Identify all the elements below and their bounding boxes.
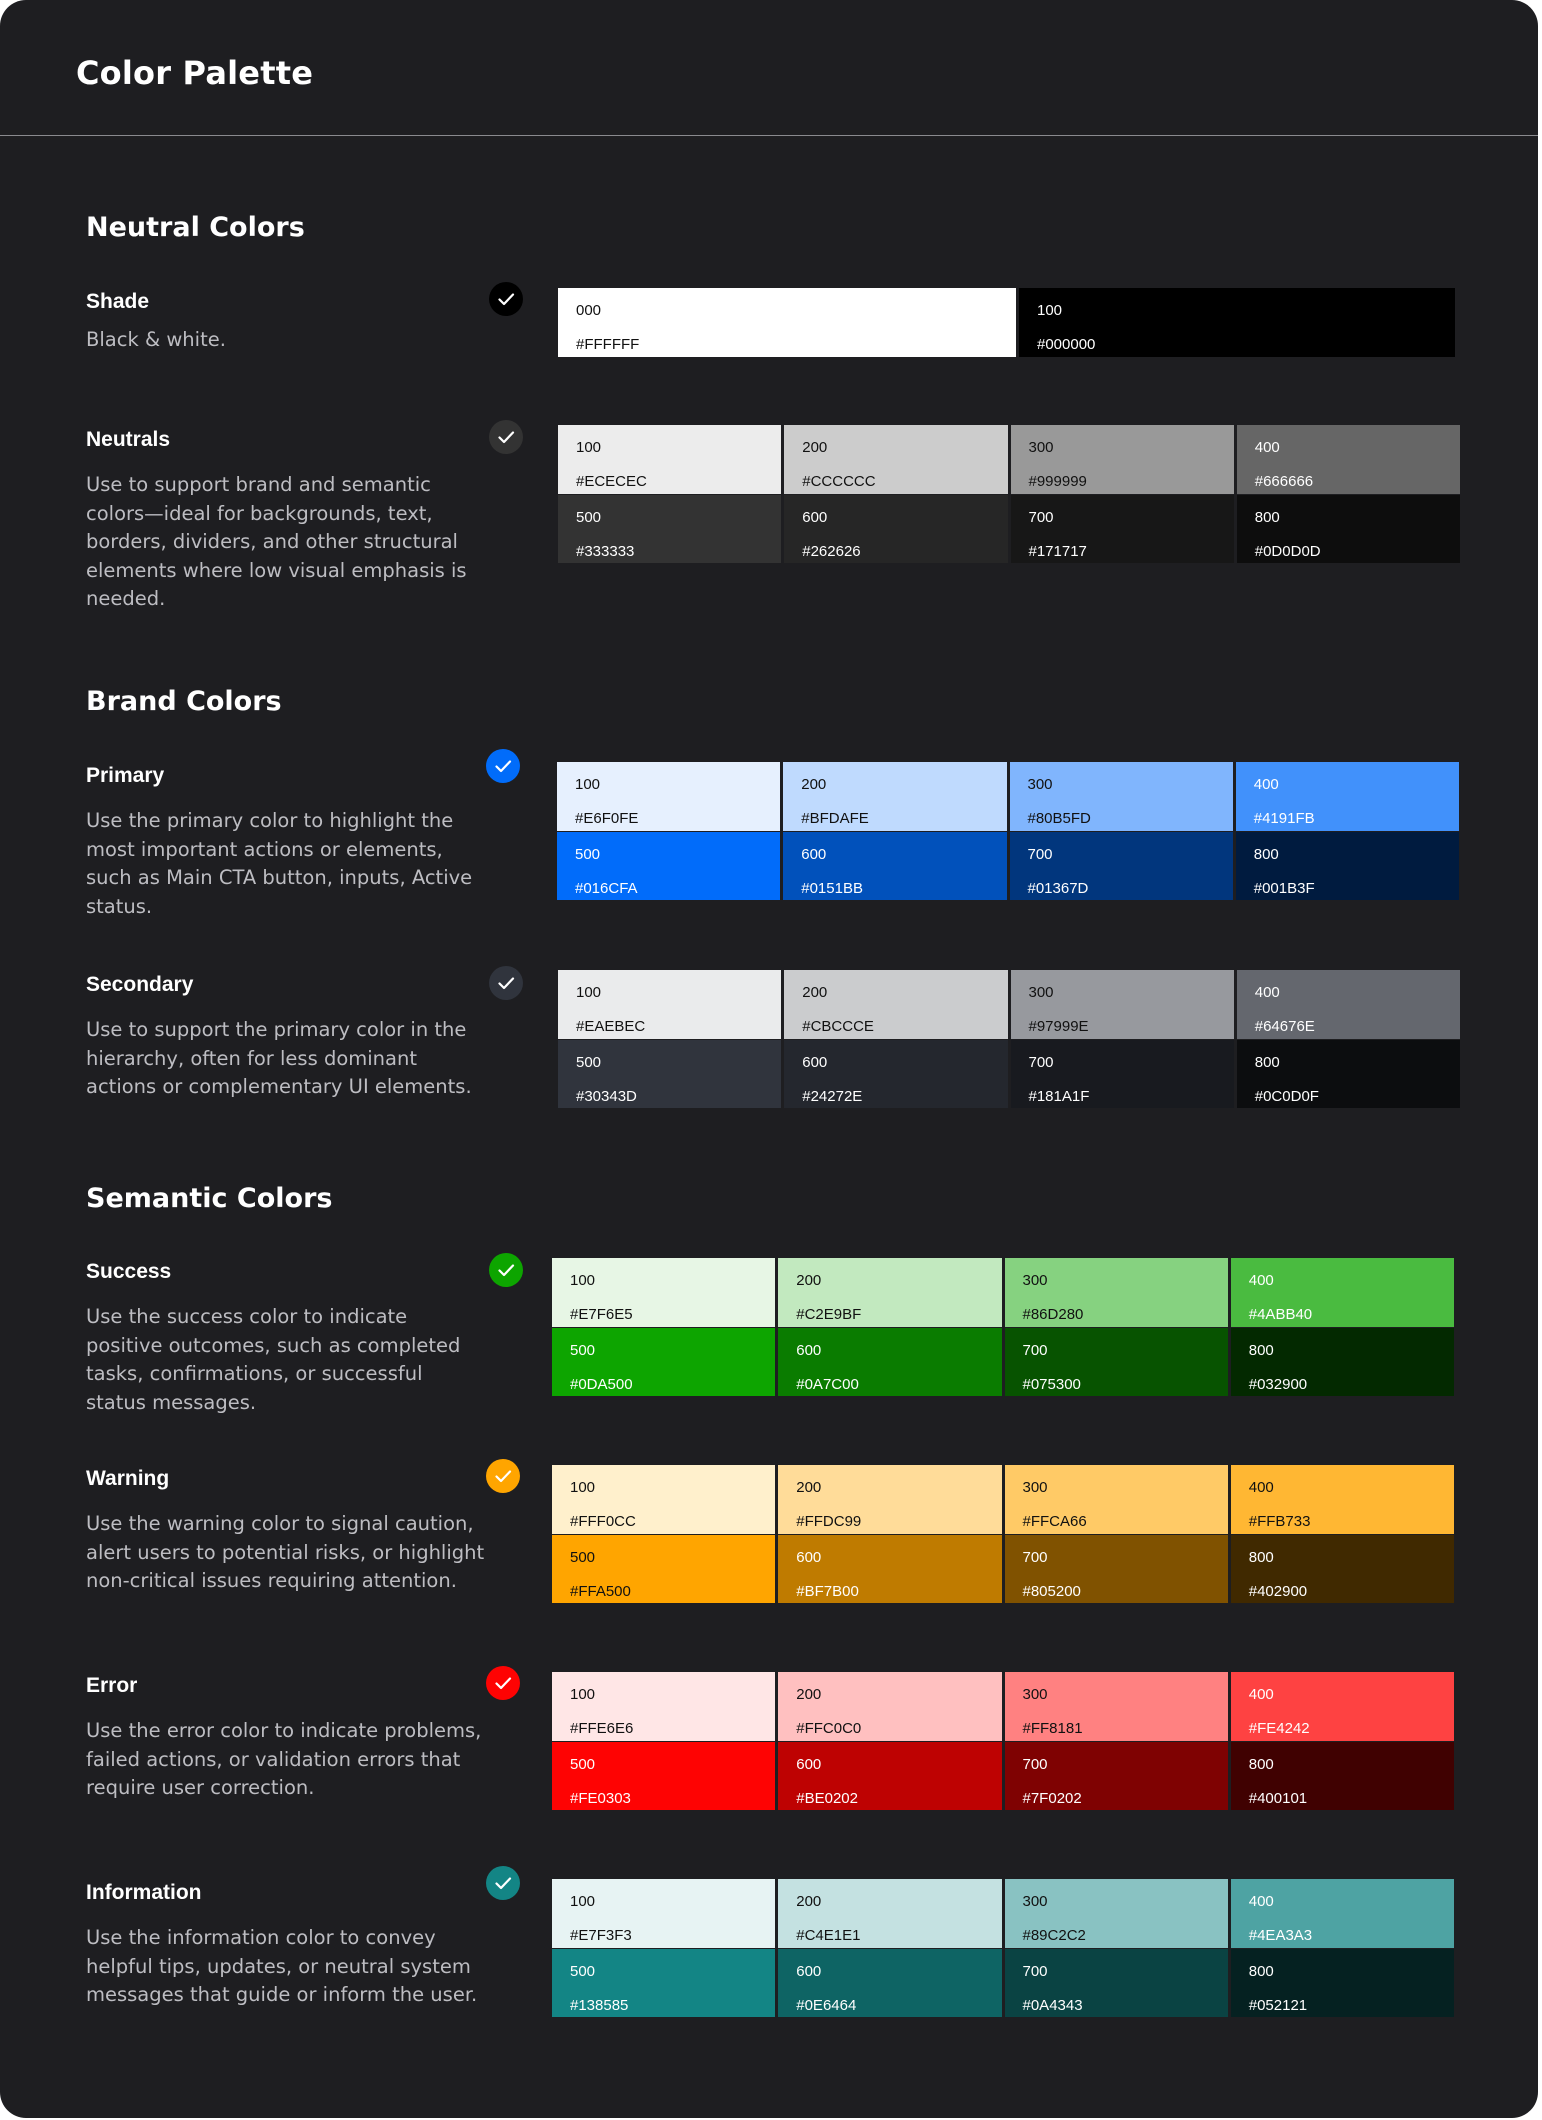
swatch-tone-label: 200 — [801, 776, 827, 793]
swatch-hex-code: #FFE6E6 — [570, 1720, 634, 1737]
swatch-hex-code: #FFA500 — [570, 1582, 631, 1600]
swatch-hex-code: #052121 — [1248, 1996, 1308, 2014]
secondary-swatch-800[interactable] — [1237, 1040, 1460, 1109]
error-swatch-800[interactable] — [1231, 1742, 1454, 1811]
neutrals-swatch-grid — [558, 425, 1460, 563]
swatch-hex-code: #032900 — [1248, 1375, 1308, 1393]
swatch-tone-label: 000 — [576, 302, 602, 319]
neutrals-title: Neutrals — [86, 428, 171, 451]
swatch-hex-code: #805200 — [1022, 1582, 1081, 1600]
swatch-tone-label: 800 — [1248, 1962, 1274, 1980]
secondary-swatch-700[interactable] — [1011, 1040, 1234, 1109]
secondary-swatch-600[interactable] — [784, 1040, 1007, 1109]
neutrals-swatch-200[interactable] — [784, 425, 1007, 494]
swatch-hex-code: #01367D — [1027, 879, 1089, 897]
information-swatch-600[interactable] — [778, 1949, 1001, 2018]
swatch-hex-code: #0E6464 — [796, 1996, 857, 2014]
error-description: Use the error color to indicate problems, failed actions, or validation errors that require user correction. — [86, 1719, 482, 1799]
swatch-tone-label: 500 — [570, 1548, 596, 1566]
swatch-hex-code: #999999 — [1028, 473, 1087, 490]
neutrals-swatch-800[interactable] — [1237, 495, 1460, 564]
swatch-hex-code: #666666 — [1254, 473, 1314, 490]
swatch-tone-label: 800 — [1254, 508, 1280, 526]
swatch-hex-code: #001B3F — [1253, 879, 1315, 897]
swatch-hex-code: #CCCCCC — [802, 473, 876, 490]
swatch-tone-label: 700 — [1027, 845, 1053, 863]
swatch-hex-code: #C2E9BF — [796, 1306, 862, 1323]
primary-swatch-300[interactable] — [1010, 762, 1233, 831]
swatch-hex-code: #171717 — [1028, 542, 1087, 560]
swatch-tone-label: 300 — [1022, 1479, 1048, 1496]
primary-title: Primary — [86, 764, 165, 787]
error-swatch-300[interactable] — [1005, 1672, 1228, 1741]
success-swatch-700[interactable] — [1005, 1328, 1228, 1397]
secondary-swatch-grid — [558, 970, 1460, 1108]
swatch-hex-code: #CBCCCE — [802, 1018, 874, 1035]
swatch-tone-label: 200 — [802, 439, 828, 456]
swatch-hex-code: #400101 — [1248, 1789, 1308, 1807]
swatch-hex-code: #30343D — [576, 1087, 637, 1105]
swatch-tone-label: 200 — [796, 1893, 822, 1910]
swatch-tone-label: 700 — [1028, 508, 1054, 526]
swatch-tone-label: 400 — [1248, 1272, 1274, 1289]
success-swatch-400[interactable] — [1231, 1258, 1454, 1327]
section-heading-neutral: Neutral Colors — [86, 212, 305, 243]
shade-swatch-grid — [558, 288, 1455, 357]
information-swatch-200[interactable] — [778, 1879, 1001, 1948]
swatch-hex-code: #FF8181 — [1022, 1720, 1083, 1737]
shade-description: Black & white. — [86, 328, 226, 351]
warning-swatch-600[interactable] — [778, 1535, 1001, 1604]
swatch-hex-code: #262626 — [802, 542, 861, 560]
swatch-hex-code: #4ABB40 — [1248, 1306, 1313, 1323]
swatch-hex-code: #FFC0C0 — [796, 1720, 862, 1737]
warning-swatch-500[interactable] — [552, 1535, 775, 1604]
swatch-hex-code: #0A4343 — [1022, 1996, 1083, 2014]
swatch-tone-label: 400 — [1254, 439, 1280, 456]
information-description: Use the information color to convey helpful tips, updates, or neutral system messages that guide or inform the user. — [86, 1926, 478, 2006]
success-title: Success — [86, 1260, 172, 1283]
neutrals-swatch-400[interactable] — [1237, 425, 1460, 494]
swatch-tone-label: 200 — [796, 1479, 822, 1496]
swatch-tone-label: 100 — [576, 984, 602, 1001]
warning-swatch-400[interactable] — [1231, 1465, 1454, 1534]
success-swatch-800[interactable] — [1231, 1328, 1454, 1397]
success-swatch-300[interactable] — [1005, 1258, 1228, 1327]
swatch-hex-code: #86D280 — [1022, 1306, 1084, 1323]
error-swatch-500[interactable] — [552, 1742, 775, 1811]
error-swatch-600[interactable] — [778, 1742, 1001, 1811]
warning-check-circle-icon — [486, 1459, 520, 1493]
swatch-hex-code: #EAEBEC — [576, 1018, 646, 1035]
secondary-swatch-100[interactable] — [558, 970, 781, 1039]
warning-description: Use the warning color to signal caution, alert users to potential risks, or highlight non-critical issues requiring attention. — [86, 1512, 485, 1592]
neutrals-swatch-300[interactable] — [1011, 425, 1234, 494]
swatch-tone-label: 700 — [1022, 1962, 1048, 1980]
swatch-tone-label: 500 — [576, 508, 602, 526]
primary-description: Use the primary color to highlight the most important actions or elements, such as Main CTA button, inputs, Active status. — [86, 809, 473, 918]
swatch-hex-code: #181A1F — [1028, 1087, 1090, 1105]
swatch-hex-code: #ECECEC — [576, 473, 647, 490]
success-check-circle-icon — [489, 1253, 523, 1287]
neutrals-swatch-700[interactable] — [1011, 495, 1234, 564]
error-title: Error — [86, 1674, 138, 1697]
swatch-tone-label: 800 — [1253, 845, 1279, 863]
swatch-hex-code: #FFDC99 — [796, 1513, 862, 1530]
swatch-hex-code: #FFCA66 — [1022, 1513, 1087, 1530]
section-heading-semantic: Semantic Colors — [86, 1183, 333, 1214]
header-divider — [0, 135, 1538, 136]
swatch-tone-label: 100 — [575, 776, 601, 793]
swatch-tone-label: 100 — [570, 1272, 596, 1289]
warning-swatch-200[interactable] — [778, 1465, 1001, 1534]
swatch-hex-code: #BF7B00 — [796, 1582, 859, 1600]
swatch-tone-label: 800 — [1248, 1341, 1274, 1359]
swatch-tone-label: 400 — [1254, 984, 1280, 1001]
section-heading-brand: Brand Colors — [86, 686, 282, 717]
swatch-tone-label: 600 — [802, 508, 828, 526]
secondary-swatch-200[interactable] — [784, 970, 1007, 1039]
swatch-hex-code: #E6F0FE — [575, 810, 639, 827]
swatch-hex-code: #4EA3A3 — [1248, 1927, 1313, 1944]
secondary-swatch-400[interactable] — [1237, 970, 1460, 1039]
swatch-tone-label: 300 — [1022, 1272, 1048, 1289]
information-check-circle-icon — [486, 1866, 520, 1900]
swatch-hex-code: #80B5FD — [1027, 810, 1091, 827]
swatch-hex-code: #4191FB — [1253, 810, 1315, 827]
secondary-description: Use to support the primary color in the hierarchy, often for less dominant actions or complementary UI elements. — [86, 1018, 472, 1098]
shade-swatch-100[interactable] — [1019, 288, 1455, 357]
swatch-tone-label: 500 — [570, 1962, 596, 1980]
swatch-hex-code: #016CFA — [575, 879, 638, 897]
error-check-circle-icon — [486, 1666, 520, 1700]
swatch-hex-code: #0C0D0F — [1254, 1087, 1319, 1105]
swatch-tone-label: 700 — [1022, 1341, 1048, 1359]
information-swatch-grid — [552, 1879, 1454, 2017]
primary-swatch-600[interactable] — [783, 832, 1006, 901]
secondary-swatch-300[interactable] — [1011, 970, 1234, 1039]
swatch-hex-code: #0D0D0D — [1254, 542, 1321, 560]
swatch-tone-label: 700 — [1028, 1053, 1054, 1071]
swatch-hex-code: #075300 — [1022, 1375, 1081, 1393]
swatch-hex-code: #C4E1E1 — [796, 1927, 861, 1944]
swatch-tone-label: 800 — [1248, 1755, 1274, 1773]
primary-swatch-500[interactable] — [557, 832, 780, 901]
warning-title: Warning — [86, 1467, 170, 1490]
swatch-hex-code: #64676E — [1254, 1018, 1315, 1035]
swatch-tone-label: 300 — [1022, 1893, 1048, 1910]
primary-swatch-100[interactable] — [557, 762, 780, 831]
secondary-check-circle-icon — [489, 966, 523, 1000]
swatch-tone-label: 500 — [576, 1053, 602, 1071]
swatch-hex-code: #333333 — [576, 542, 635, 560]
swatch-hex-code: #0DA500 — [570, 1375, 633, 1393]
swatch-hex-code: #FE0303 — [570, 1789, 631, 1807]
swatch-hex-code: #138585 — [570, 1996, 629, 2014]
neutrals-swatch-100[interactable] — [558, 425, 781, 494]
swatch-hex-code: #BFDAFE — [801, 810, 869, 827]
warning-swatch-700[interactable] — [1005, 1535, 1228, 1604]
information-swatch-800[interactable] — [1231, 1949, 1454, 2018]
swatch-tone-label: 200 — [802, 984, 828, 1001]
swatch-tone-label: 600 — [796, 1962, 822, 1980]
swatch-hex-code: #7F0202 — [1022, 1789, 1082, 1807]
shade-check-circle-icon — [489, 282, 523, 316]
success-swatch-600[interactable] — [778, 1328, 1001, 1397]
information-swatch-300[interactable] — [1005, 1879, 1228, 1948]
information-swatch-500[interactable] — [552, 1949, 775, 2018]
swatch-tone-label: 500 — [570, 1341, 596, 1359]
swatch-tone-label: 300 — [1028, 439, 1054, 456]
warning-swatch-grid — [552, 1465, 1454, 1603]
success-description: Use the success color to indicate positive outcomes, such as completed tasks, confirmations, or successful status messages. — [86, 1305, 461, 1414]
swatch-hex-code: #FFFFFF — [576, 336, 640, 353]
page-title: Color Palette — [76, 54, 314, 92]
success-swatch-200[interactable] — [778, 1258, 1001, 1327]
neutrals-description: Use to support brand and semantic colors—ideal for backgrounds, text, borders, dividers, and other structural elements where low visual emphasis is needed. — [86, 473, 467, 610]
swatch-hex-code: #97999E — [1028, 1018, 1089, 1035]
primary-swatch-200[interactable] — [783, 762, 1006, 831]
swatch-tone-label: 400 — [1253, 776, 1279, 793]
warning-swatch-300[interactable] — [1005, 1465, 1228, 1534]
swatch-tone-label: 500 — [575, 845, 601, 863]
swatch-hex-code: #24272E — [802, 1087, 863, 1105]
shade-title: Shade — [86, 290, 150, 313]
swatch-tone-label: 400 — [1248, 1893, 1274, 1910]
swatch-tone-label: 100 — [570, 1893, 596, 1910]
swatch-tone-label: 400 — [1248, 1686, 1274, 1703]
swatch-tone-label: 600 — [796, 1548, 822, 1566]
error-swatch-100[interactable] — [552, 1672, 775, 1741]
swatch-tone-label: 600 — [796, 1755, 822, 1773]
swatch-hex-code: #FE4242 — [1248, 1720, 1310, 1737]
swatch-tone-label: 400 — [1248, 1479, 1274, 1496]
swatch-hex-code: #402900 — [1248, 1582, 1308, 1600]
information-title: Information — [86, 1881, 202, 1904]
swatch-tone-label: 300 — [1027, 776, 1053, 793]
shade-swatch-000[interactable] — [558, 288, 1016, 357]
swatch-tone-label: 700 — [1022, 1755, 1048, 1773]
information-swatch-700[interactable] — [1005, 1949, 1228, 2018]
swatch-hex-code: #FFB733 — [1248, 1513, 1311, 1530]
swatch-tone-label: 800 — [1254, 1053, 1280, 1071]
warning-swatch-800[interactable] — [1231, 1535, 1454, 1604]
error-swatch-400[interactable] — [1231, 1672, 1454, 1741]
primary-swatch-grid — [557, 762, 1459, 900]
swatch-tone-label: 100 — [1037, 302, 1063, 319]
swatch-tone-label: 600 — [802, 1053, 828, 1071]
secondary-swatch-500[interactable] — [558, 1040, 781, 1109]
swatch-tone-label: 600 — [801, 845, 827, 863]
information-swatch-400[interactable] — [1231, 1879, 1454, 1948]
error-swatch-700[interactable] — [1005, 1742, 1228, 1811]
swatch-hex-code: #0151BB — [801, 879, 863, 897]
information-swatch-100[interactable] — [552, 1879, 775, 1948]
swatch-hex-code: #0A7C00 — [796, 1375, 859, 1393]
swatch-tone-label: 100 — [570, 1479, 596, 1496]
swatch-hex-code: #FFF0CC — [570, 1513, 636, 1530]
error-swatch-grid — [552, 1672, 1454, 1810]
swatch-tone-label: 200 — [796, 1272, 822, 1289]
swatch-tone-label: 800 — [1248, 1548, 1274, 1566]
swatch-tone-label: 300 — [1028, 984, 1054, 1001]
primary-check-circle-icon — [486, 749, 520, 783]
success-swatch-grid — [552, 1258, 1454, 1396]
error-swatch-200[interactable] — [778, 1672, 1001, 1741]
neutrals-swatch-600[interactable] — [784, 495, 1007, 564]
primary-swatch-400[interactable] — [1236, 762, 1459, 831]
swatch-hex-code: #000000 — [1037, 336, 1096, 353]
swatch-tone-label: 700 — [1022, 1548, 1048, 1566]
secondary-title: Secondary — [86, 973, 194, 996]
neutrals-check-circle-icon — [489, 420, 523, 454]
swatch-tone-label: 500 — [570, 1755, 596, 1773]
swatch-tone-label: 600 — [796, 1341, 822, 1359]
swatch-tone-label: 200 — [796, 1686, 822, 1703]
swatch-hex-code: #E7F6E5 — [570, 1306, 633, 1323]
success-swatch-500[interactable] — [552, 1328, 775, 1397]
swatch-hex-code: #E7F3F3 — [570, 1927, 632, 1944]
neutrals-swatch-500[interactable] — [558, 495, 781, 564]
swatch-tone-label: 100 — [576, 439, 602, 456]
primary-swatch-800[interactable] — [1236, 832, 1459, 901]
success-swatch-100[interactable] — [552, 1258, 775, 1327]
swatch-tone-label: 100 — [570, 1686, 596, 1703]
swatch-hex-code: #89C2C2 — [1022, 1927, 1086, 1944]
swatch-tone-label: 300 — [1022, 1686, 1048, 1703]
warning-swatch-100[interactable] — [552, 1465, 775, 1534]
primary-swatch-700[interactable] — [1010, 832, 1233, 901]
swatch-hex-code: #BE0202 — [796, 1789, 858, 1807]
